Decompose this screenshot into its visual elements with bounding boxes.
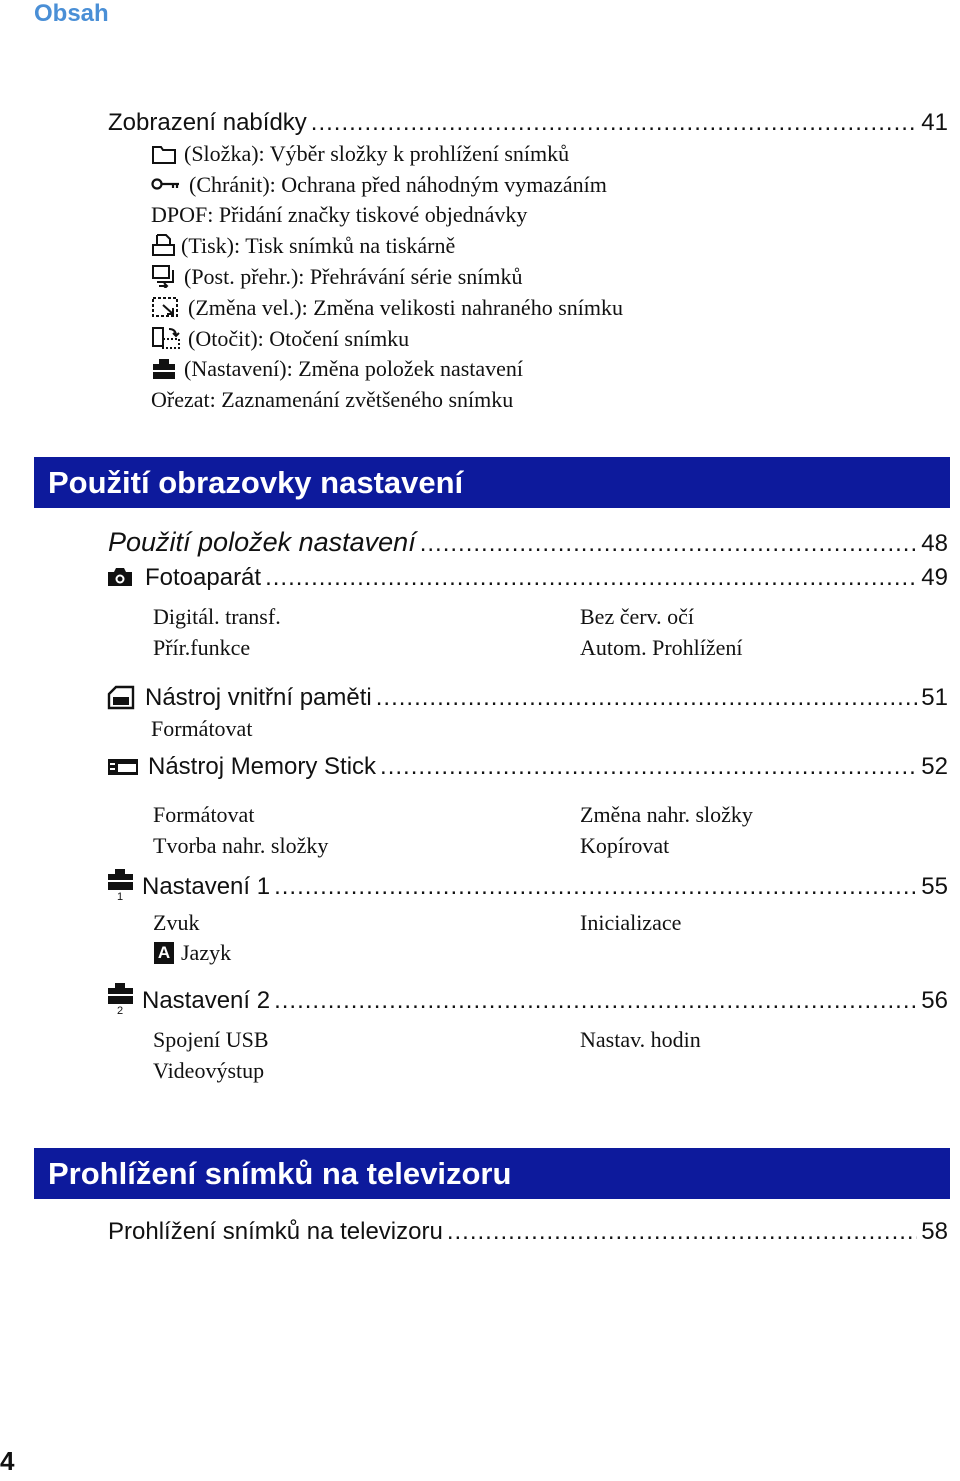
sub-item[interactable]: Digitál. transf. bbox=[153, 604, 281, 629]
sub-item[interactable]: Změna nahr. složky bbox=[580, 802, 753, 827]
toc-entry-camera[interactable] bbox=[145, 564, 948, 592]
toc-page-number: 51 bbox=[921, 684, 948, 711]
toc-entry-setup-2[interactable] bbox=[142, 987, 948, 1015]
toc-entry-label: Nastavení 1 bbox=[142, 873, 271, 900]
sub-item[interactable]: Kopírovat bbox=[580, 833, 670, 858]
sub-item[interactable]: Videovýstup bbox=[153, 1058, 265, 1083]
language-icon: A bbox=[154, 942, 174, 964]
leader-dots bbox=[274, 873, 917, 901]
toc-page-number: 52 bbox=[921, 753, 948, 780]
resize-icon bbox=[151, 295, 181, 319]
toc-page-number: 49 bbox=[921, 564, 948, 591]
menu-item-slideshow[interactable]: (Post. přehr.): Přehrávání série snímků bbox=[184, 264, 523, 289]
key-icon bbox=[151, 176, 181, 192]
toc-page-number: 41 bbox=[921, 109, 948, 136]
menu-item-setup[interactable]: (Nastavení): Změna položek nastavení bbox=[184, 356, 524, 381]
leader-dots bbox=[311, 109, 918, 137]
toc-entry-label: Nástroj Memory Stick bbox=[148, 753, 377, 780]
toc-entry-tv[interactable] bbox=[108, 1218, 948, 1246]
leader-dots bbox=[274, 987, 917, 1015]
toc-entry-setup-1[interactable] bbox=[142, 873, 948, 901]
section-title-tv: Prohlížení snímků na televizoru bbox=[34, 1148, 950, 1199]
leader-dots bbox=[265, 564, 917, 592]
menu-item-print[interactable]: (Tisk): Tisk snímků na tiskárně bbox=[181, 233, 456, 258]
sub-item[interactable]: Přír.funkce bbox=[153, 635, 251, 660]
toc-entry-label: Prohlížení snímků na televizoru bbox=[108, 1218, 443, 1245]
toc-entry-memory-stick[interactable] bbox=[148, 753, 948, 781]
leader-dots bbox=[447, 1218, 917, 1246]
toc-entry-label: Zobrazení nabídky bbox=[108, 109, 307, 136]
toc-entry-label: Fotoaparát bbox=[145, 564, 262, 591]
toc-entry-label: Nastavení 2 bbox=[142, 987, 271, 1014]
menu-item-protect[interactable]: (Chránit): Ochrana před náhodným vymazáním bbox=[189, 172, 607, 197]
slideshow-icon bbox=[151, 264, 177, 288]
toc-page-number: 55 bbox=[921, 873, 948, 900]
sub-item[interactable]: Formátovat bbox=[153, 802, 255, 827]
memory-stick-icon bbox=[106, 756, 140, 778]
camera-icon bbox=[106, 566, 134, 588]
sub-item[interactable]: Formátovat bbox=[151, 716, 253, 741]
toc-entry-internal-memory[interactable] bbox=[145, 684, 948, 712]
page-number: 4 bbox=[0, 1446, 15, 1476]
sub-item[interactable]: Inicializace bbox=[580, 910, 682, 935]
toc-entry-menu[interactable] bbox=[108, 109, 948, 137]
toc-page-number: 56 bbox=[921, 987, 948, 1014]
toc-page-number: 58 bbox=[921, 1218, 948, 1245]
menu-item-trim[interactable]: Ořezat: Zaznamenání zvětšeného snímku bbox=[151, 387, 514, 412]
sub-item[interactable]: Bez červ. očí bbox=[580, 604, 695, 629]
tab-obsah[interactable]: Obsah bbox=[34, 0, 109, 27]
sub-item[interactable]: Tvorba nahr. složky bbox=[153, 833, 329, 858]
leader-dots bbox=[376, 684, 918, 712]
menu-item-dpof[interactable]: DPOF: Přidání značky tiskové objednávky bbox=[151, 202, 528, 227]
sub-item[interactable]: Spojení USB bbox=[153, 1027, 269, 1052]
toolbox-icon bbox=[151, 357, 177, 381]
toc-entry-label: Použití položek nastavení bbox=[108, 527, 416, 557]
toc-entry-setup-items[interactable] bbox=[108, 527, 948, 558]
rotate-icon bbox=[151, 326, 181, 350]
menu-item-rotate[interactable]: (Otočit): Otočení snímku bbox=[188, 326, 410, 351]
leader-dots bbox=[380, 753, 917, 781]
leader-dots bbox=[420, 530, 918, 558]
sub-item[interactable]: Autom. Prohlížení bbox=[580, 635, 743, 660]
folder-icon bbox=[151, 143, 177, 165]
section-title-setup-screen: Použití obrazovky nastavení bbox=[34, 457, 950, 508]
sub-item[interactable]: Jazyk bbox=[181, 940, 232, 965]
setup-1-badge: 1 bbox=[117, 891, 124, 903]
setup-2-badge: 2 bbox=[117, 1005, 124, 1017]
sub-item[interactable]: Zvuk bbox=[153, 910, 200, 935]
print-icon bbox=[151, 233, 177, 257]
menu-item-folder[interactable]: (Složka): Výběr složky k prohlížení snímků bbox=[184, 141, 570, 166]
sub-item[interactable]: Nastav. hodin bbox=[580, 1027, 701, 1052]
menu-item-resize[interactable]: (Změna vel.): Změna velikosti nahraného snímku bbox=[188, 295, 623, 320]
toc-entry-label: Nástroj vnitřní paměti bbox=[145, 684, 372, 711]
internal-memory-icon bbox=[106, 684, 136, 710]
toc-page-number: 48 bbox=[921, 530, 948, 557]
